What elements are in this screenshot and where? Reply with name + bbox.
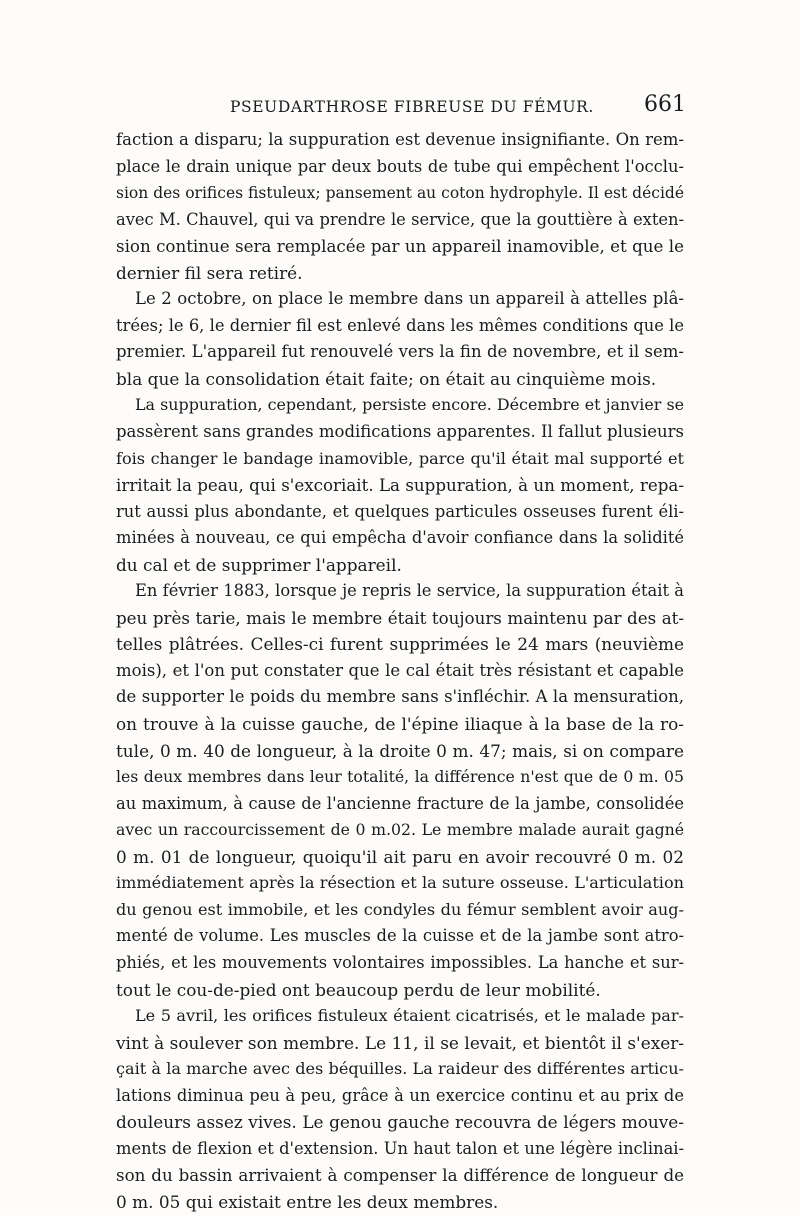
paragraph bbox=[116, 1003, 684, 1215]
text-line: tout le cou-de-pied ont beaucoup perdu de leur mobilité. bbox=[116, 979, 601, 1000]
text-line: phiés, et les mouvements volontaires impossibles. La hanche et sur- bbox=[116, 952, 684, 972]
paragraph bbox=[116, 127, 684, 286]
text-line: faction a disparu; la suppuration est devenue insignifiante. On rem- bbox=[116, 130, 684, 149]
text-line: au maximum, à cause de l'ancienne fracture de la jambe, consolidée bbox=[116, 793, 684, 813]
paragraph bbox=[116, 286, 684, 392]
text-line: passèrent sans grandes modifications apparentes. Il fallut plusieurs bbox=[116, 422, 684, 442]
running-title: PSEUDARTHROSE FIBREUSE DU FÉMUR. bbox=[230, 98, 594, 116]
body-text bbox=[116, 127, 684, 1215]
running-head bbox=[116, 92, 686, 122]
text-line: de supporter le poids du membre sans s'infléchir. A la mensuration, bbox=[116, 687, 684, 707]
text-line: sion des orifices fistuleux; pansement au coton hydrophyle. Il est décidé bbox=[116, 184, 684, 203]
text-line: ments de flexion et d'extension. Un haut talon et une légère inclinai- bbox=[116, 1138, 684, 1158]
text-line: minées à nouveau, ce qui empêcha d'avoir confiance dans la solidité bbox=[116, 528, 684, 548]
text-line: on trouve à la cuisse gauche, de l'épine iliaque à la base de la ro- bbox=[116, 714, 684, 735]
text-line: douleurs assez vives. Le genou gauche recouvra de légers mouve- bbox=[116, 1112, 684, 1133]
paragraph bbox=[116, 392, 684, 578]
text-line: 0 m. 01 de longueur, quoiqu'il ait paru en avoir recouvré 0 m. 02 bbox=[116, 846, 684, 867]
text-line: trées; le 6, le dernier fil est enlevé dans les mêmes conditions que le bbox=[116, 315, 684, 335]
text-line: bla que la consolidation était faite; on était au cinquième mois. bbox=[116, 368, 657, 389]
text-line: dernier fil sera retiré. bbox=[116, 262, 303, 283]
text-line: lations diminua peu à peu, grâce à un exercice continu et au prix de bbox=[116, 1085, 684, 1105]
text-line: immédiatement après la résection et la suture osseuse. L'articulation bbox=[116, 873, 684, 893]
text-line: rut aussi plus abondante, et quelques particules osseuses furent éli- bbox=[116, 501, 684, 521]
text-line: Le 2 octobre, on place le membre dans un appareil à attelles plâ- bbox=[135, 289, 684, 309]
text-line: 0 m. 05 qui existait entre les deux membres. bbox=[116, 1191, 499, 1212]
text-line: vint à soulever son membre. Le 11, il se levait, et bientôt il s'exer- bbox=[116, 1032, 684, 1053]
text-line: les deux membres dans leur totalité, la différence n'est que de 0 m. 05 bbox=[116, 767, 684, 787]
text-line: irritait la peau, qui s'excoriait. La suppuration, à un moment, repa- bbox=[116, 475, 684, 496]
text-line: sion continue sera remplacée par un appareil inamovible, et que le bbox=[116, 236, 684, 257]
text-line: menté de volume. Les muscles de la cuisse et de la jambe sont atro- bbox=[116, 926, 684, 946]
text-line: du genou est immobile, et les condyles du fémur semblent avoir aug- bbox=[116, 899, 684, 919]
text-line: mois), et l'on put constater que le cal était très résistant et capable bbox=[116, 660, 684, 680]
text-line: fois changer le bandage inamovible, parce qu'il était mal supporté et bbox=[116, 448, 684, 468]
page-number: 661 bbox=[644, 92, 686, 117]
text-line: avec un raccourcissement de 0 m.02. Le membre malade aurait gagné bbox=[116, 820, 684, 840]
text-line: peu près tarie, mais le membre était toujours maintenu par des at- bbox=[116, 607, 684, 628]
text-line: du cal et de supprimer l'appareil. bbox=[116, 554, 402, 575]
text-line: place le drain unique par deux bouts de tube qui empêchent l'occlu- bbox=[116, 156, 684, 176]
text-line: son du bassin arrivaient à compenser la différence de longueur de bbox=[116, 1165, 684, 1186]
text-line: tule, 0 m. 40 de longueur, à la droite 0 m. 47; mais, si on compare bbox=[116, 740, 684, 761]
text-line: La suppuration, cependant, persiste encore. Décembre et janvier se bbox=[135, 395, 684, 415]
text-line: En février 1883, lorsque je repris le service, la suppuration était à bbox=[135, 581, 684, 601]
text-line: telles plâtrées. Celles-ci furent supprimées le 24 mars (neuvième bbox=[116, 634, 684, 655]
text-line: premier. L'appareil fut renouvelé vers la fin de novembre, et il sem- bbox=[116, 342, 684, 362]
text-line: Le 5 avril, les orifices fistuleux étaient cicatrisés, et le malade par- bbox=[135, 1006, 684, 1026]
text-line: avec M. Chauvel, qui va prendre le service, que la gouttière à exten- bbox=[116, 209, 684, 229]
text-line: çait à la marche avec des béquilles. La raideur des différentes articu- bbox=[116, 1059, 684, 1079]
paragraph bbox=[116, 578, 684, 1003]
